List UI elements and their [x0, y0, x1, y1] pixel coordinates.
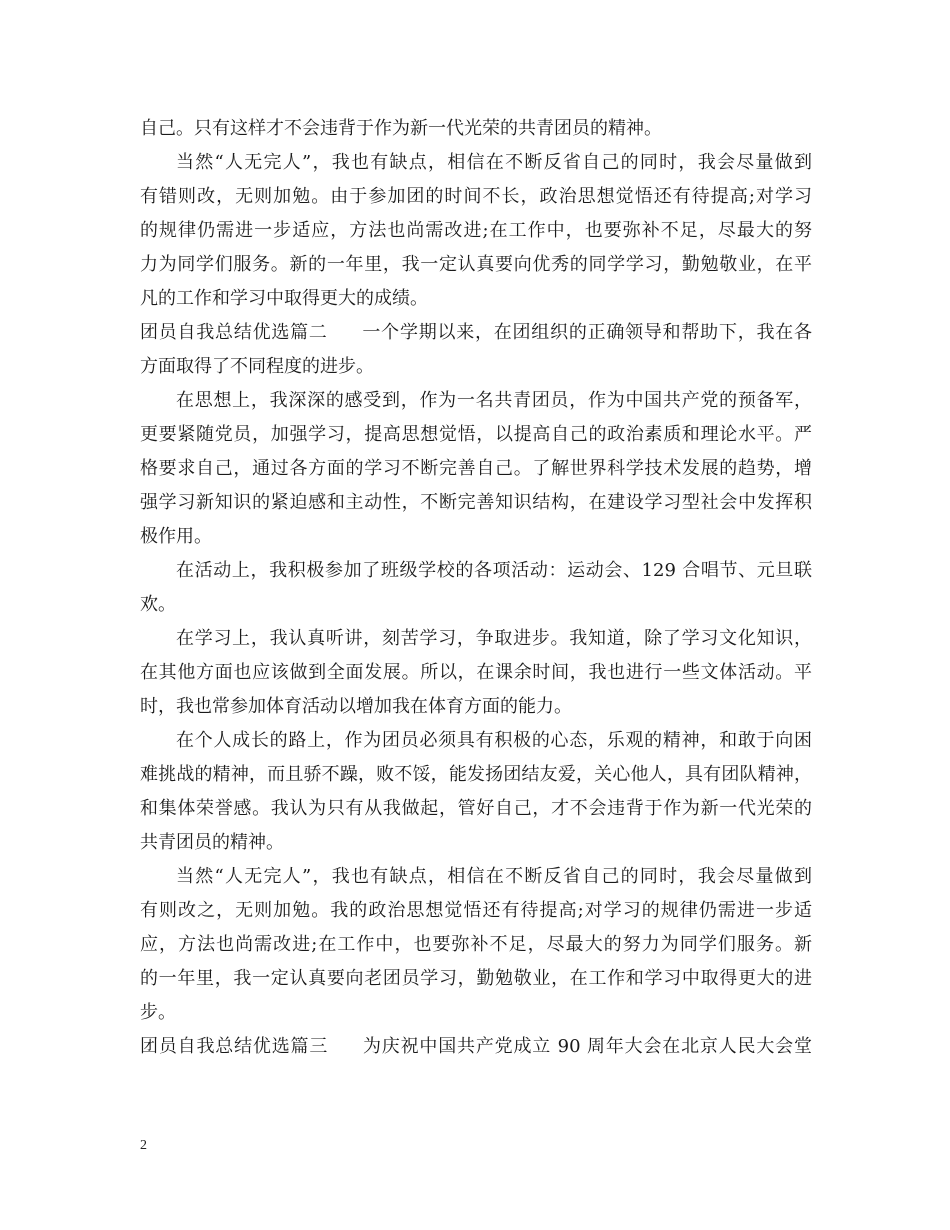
line-text: 时，我也常参加体育活动以增加我在体育方面的能力。	[140, 696, 572, 717]
line-text: 在其他方面也应该做到全面发展。所以，在课余时间，我也进行一些文体活动。平	[140, 662, 812, 683]
line-text: 更要紧随党员，加强学习，提高思想觉悟，以提高自己的政治素质和理论水平。严	[140, 424, 812, 445]
line-text: 凡的工作和学习中取得更大的成绩。	[140, 288, 428, 309]
line-text: 共青团员的精神。	[140, 832, 284, 853]
text-line	[140, 282, 812, 316]
text-line	[140, 588, 812, 622]
line-text: 步。	[140, 1002, 176, 1023]
line-text: 应，方法也尚需改进;在工作中，也要弥补不足，尽最大的努力为同学们服务。新	[140, 934, 812, 955]
page-number: 2	[140, 1138, 147, 1153]
line-text: 在学习上，我认真听讲，刻苦学习，争取进步。我知道，除了学习文化知识，	[176, 628, 812, 649]
document-body	[140, 112, 812, 1064]
text-line	[140, 214, 812, 248]
text-line	[140, 758, 812, 792]
text-line	[140, 112, 812, 146]
line-text: 难挑战的精神，而且骄不躁，败不馁，能发扬团结友爱，关心他人，具有团队精神，	[140, 764, 812, 785]
text-line	[140, 418, 812, 452]
text-line	[140, 962, 812, 996]
line-text: 有错则改，无则加勉。由于参加团的时间不长，政治思想觉悟还有待提高;对学习	[140, 186, 812, 207]
text-line	[140, 452, 812, 486]
line-text: 为庆祝中国共产党成立 90 周年大会在北京人民大会堂	[362, 1036, 812, 1057]
line-text: 在个人成长的路上，作为团员必须具有积极的心态，乐观的精神，和敢于向困	[176, 730, 812, 751]
line-text: 在思想上，我深深的感受到，作为一名共青团员，作为中国共产党的预备军，	[176, 390, 812, 411]
line-text: 有则改之，无则加勉。我的政治思想觉悟还有待提高;对学习的规律仍需进一步适	[140, 900, 812, 921]
text-line	[140, 146, 812, 180]
text-line	[140, 656, 812, 690]
section-heading-line	[140, 316, 812, 350]
text-line	[140, 486, 812, 520]
text-line	[140, 724, 812, 758]
text-line	[140, 520, 812, 554]
text-line	[140, 690, 812, 724]
line-text: 的一年里，我一定认真要向老团员学习，勤勉敬业，在工作和学习中取得更大的进	[140, 968, 812, 989]
text-line	[140, 350, 812, 384]
line-text: 的规律仍需进一步适应，方法也尚需改进;在工作中，也要弥补不足，尽最大的努	[140, 220, 812, 241]
text-line	[140, 622, 812, 656]
text-line	[140, 384, 812, 418]
text-line	[140, 996, 812, 1030]
line-text: 方面取得了不同程度的进步。	[140, 356, 374, 377]
text-line	[140, 792, 812, 826]
text-line	[140, 894, 812, 928]
line-text: 力为同学们服务。新的一年里，我一定认真要向优秀的同学学习，勤勉敬业，在平	[140, 254, 812, 275]
text-line	[140, 928, 812, 962]
line-text: 自己。只有这样才不会违背于作为新一代光荣的共青团员的精神。	[140, 118, 662, 139]
line-text: 一个学期以来，在团组织的正确领导和帮助下，我在各	[361, 322, 812, 343]
line-text: 格要求自己，通过各方面的学习不断完善自己。了解世界科学技术发展的趋势，增	[140, 458, 812, 479]
text-line	[140, 860, 812, 894]
text-line	[140, 180, 812, 214]
text-line	[140, 554, 812, 588]
line-text: 在活动上，我积极参加了班级学校的各项活动：运动会、129 合唱节、元旦联	[176, 560, 812, 581]
section-heading: 团员自我总结优选篇二	[140, 322, 328, 343]
line-text: 和集体荣誉感。我认为只有从我做起，管好自己，才不会违背于作为新一代光荣的	[140, 798, 812, 819]
line-text: 当然“人无完人”，我也有缺点，相信在不断反省自己的同时，我会尽量做到	[176, 866, 812, 887]
text-line	[140, 248, 812, 282]
line-text: 极作用。	[140, 526, 212, 547]
section-heading-line	[140, 1030, 812, 1064]
line-text: 强学习新知识的紧迫感和主动性，不断完善知识结构，在建设学习型社会中发挥积	[140, 492, 812, 513]
line-text: 当然“人无完人”，我也有缺点，相信在不断反省自己的同时，我会尽量做到	[176, 152, 812, 173]
section-heading: 团员自我总结优选篇三	[140, 1036, 329, 1057]
line-text: 欢。	[140, 594, 176, 615]
text-line	[140, 826, 812, 860]
